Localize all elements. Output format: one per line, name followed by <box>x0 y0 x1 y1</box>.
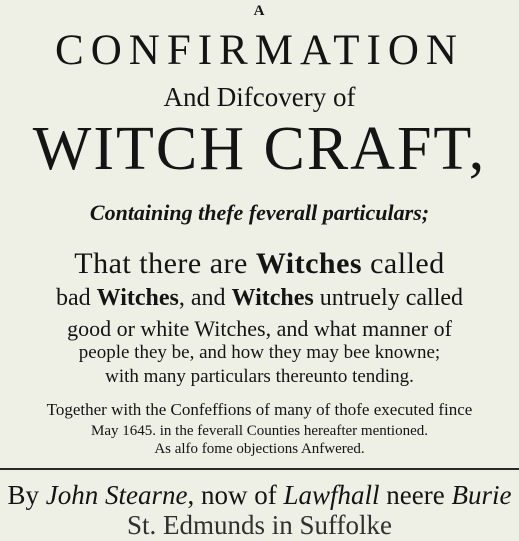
subtitle-discovery: And Difcovery of <box>163 82 356 112</box>
text-line-2-a: bad <box>55 285 97 311</box>
text-line-8: As alfo fome objections Anfwered. <box>154 441 365 457</box>
text-line-4: people they be, and how they may bee knowne; <box>78 342 441 363</box>
byline-neere: neere <box>379 480 452 510</box>
text-line-2-b: Witches <box>96 285 179 311</box>
text-line-6: Together with the Confeffions of many of thofe executed fince <box>46 400 473 419</box>
text-line-5: with many particulars thereunto tending. <box>105 366 414 387</box>
byline <box>0 480 519 511</box>
horizontal-rule <box>0 468 519 470</box>
text-line-2 <box>0 285 519 312</box>
text-line-1-c: called <box>362 247 445 280</box>
author-name: John Stearne <box>45 480 188 510</box>
byline-by: By <box>7 480 46 510</box>
text-line-2-e: untruely called <box>313 285 464 311</box>
cut-off-line: St. Edmunds in Suffolke <box>126 510 393 540</box>
byline-now-of: , now of <box>187 480 284 510</box>
text-line-2-d: Witches <box>231 285 314 311</box>
text-line-1-b: Witches <box>255 247 363 280</box>
title-witchcraft: WITCH CRAFT, <box>32 115 487 183</box>
containing-line: Containing thefe feverall particulars; <box>89 200 430 225</box>
text-line-1 <box>0 247 519 281</box>
text-line-2-c: , and <box>178 285 232 311</box>
text-line-7: May 1645. in the feverall Counties hereafter mentioned. <box>91 423 428 439</box>
title-confirmation: CONFIRMATION <box>55 27 464 74</box>
byline-place: Lawfhall <box>283 480 380 510</box>
text-line-3: good or white Witches, and what manner of <box>67 316 452 341</box>
byline-town: Burie <box>451 480 512 510</box>
title-article: A <box>253 3 266 19</box>
text-line-1-a: That there are <box>74 247 256 280</box>
